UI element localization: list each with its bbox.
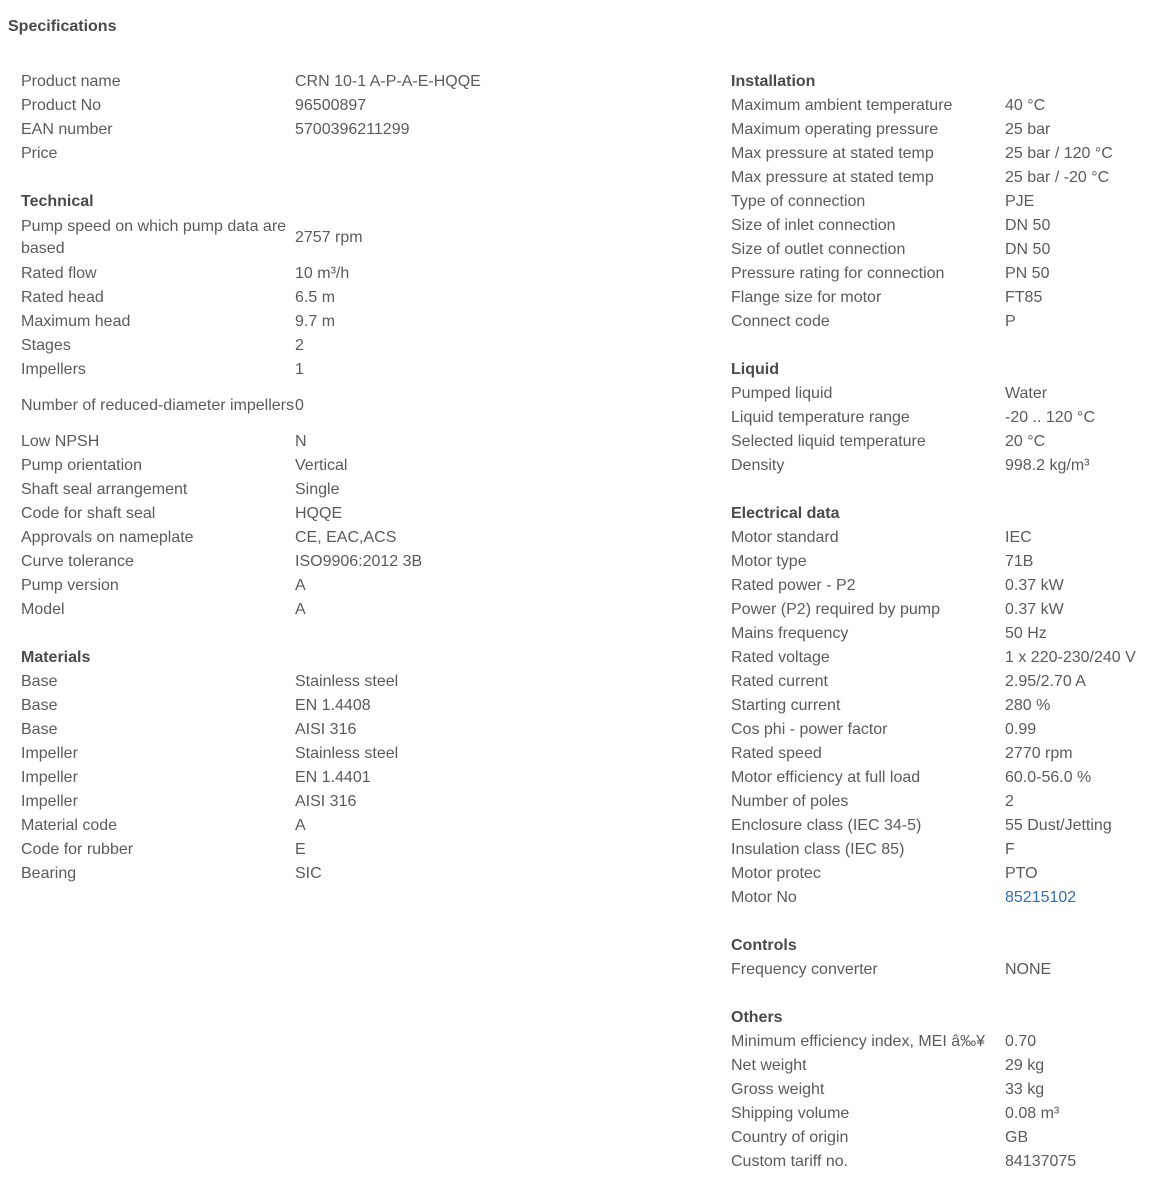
spec-value: Stainless steel xyxy=(295,745,399,762)
spec-label: Impeller xyxy=(21,745,78,762)
spec-label: Product No xyxy=(21,97,102,114)
spec-value: GB xyxy=(1005,1129,1029,1146)
spec-value: 71B xyxy=(1005,553,1034,570)
spec-label: Approvals on nameplate xyxy=(21,529,194,546)
spec-row xyxy=(731,742,1151,766)
spec-label: Material code xyxy=(21,817,118,834)
spec-label: Maximum operating pressure xyxy=(731,121,939,138)
left-column xyxy=(21,70,581,910)
spec-value: CRN 10-1 A-P-A-E-HQQE xyxy=(295,73,481,90)
spec-label: Starting current xyxy=(731,697,841,714)
spec-row xyxy=(731,214,1151,238)
spec-row xyxy=(21,790,581,814)
spec-label: Rated voltage xyxy=(731,649,830,666)
spec-label: Maximum head xyxy=(21,313,131,330)
spec-label: Net weight xyxy=(731,1057,807,1074)
spec-value: ISO9906:2012 3B xyxy=(295,553,423,570)
spec-label: Type of connection xyxy=(731,193,866,210)
spec-label: Insulation class (IEC 85) xyxy=(731,841,905,858)
spec-label: Max pressure at stated temp xyxy=(731,169,934,186)
spec-label: Price xyxy=(21,145,58,162)
spec-row xyxy=(731,1054,1151,1078)
spec-value: FT85 xyxy=(1005,289,1043,306)
spec-value: 2 xyxy=(1005,793,1014,810)
spec-value: A xyxy=(295,817,306,834)
spec-value: F xyxy=(1005,841,1015,858)
spec-row xyxy=(731,430,1151,454)
spec-value: N xyxy=(295,433,307,450)
spec-value: 60.0-56.0 % xyxy=(1005,769,1092,786)
spec-value: Stainless steel xyxy=(295,673,399,690)
spec-label: Pump speed on which pump data are based xyxy=(21,218,287,257)
spec-value: 998.2 kg/m³ xyxy=(1005,457,1090,474)
spec-label: Motor No xyxy=(731,889,797,906)
spec-label: Impeller xyxy=(21,769,78,786)
spec-value: 25 bar xyxy=(1005,121,1051,138)
spec-value: 0.99 xyxy=(1005,721,1037,738)
spec-label: Rated speed xyxy=(731,745,822,762)
spec-row xyxy=(731,622,1151,646)
spec-row xyxy=(731,814,1151,838)
spec-row xyxy=(731,310,1151,334)
spec-row xyxy=(21,718,581,742)
spec-row xyxy=(21,550,581,574)
spec-row xyxy=(21,502,581,526)
electrical-section xyxy=(731,502,1151,910)
spec-row xyxy=(731,766,1151,790)
spec-row xyxy=(731,262,1151,286)
section-title-materials: Materials xyxy=(21,649,91,666)
spec-row xyxy=(21,334,581,358)
spec-label: Pumped liquid xyxy=(731,385,833,402)
spec-value: 50 Hz xyxy=(1005,625,1047,642)
spec-value: AISI 316 xyxy=(295,721,357,738)
spec-row xyxy=(731,454,1151,478)
spec-label: Shipping volume xyxy=(731,1105,850,1122)
spec-row xyxy=(731,526,1151,550)
spec-value: Water xyxy=(1005,385,1048,402)
spec-value: DN 50 xyxy=(1005,217,1051,234)
spec-label: Impeller xyxy=(21,793,78,810)
spec-value: PTO xyxy=(1005,865,1038,882)
spec-row xyxy=(21,430,581,454)
spec-value: 1 xyxy=(295,361,304,378)
spec-row-price xyxy=(21,142,581,166)
spec-row xyxy=(731,382,1151,406)
spec-label: Mains frequency xyxy=(731,625,849,642)
spec-value: 2.95/2.70 A xyxy=(1005,673,1086,690)
spec-label: Impellers xyxy=(21,361,86,378)
spec-row xyxy=(21,454,581,478)
spec-row xyxy=(21,694,581,718)
spec-label: Model xyxy=(21,601,65,618)
spec-value: -20 .. 120 °C xyxy=(1005,409,1095,426)
spec-label: Number of reduced-diameter impellers xyxy=(21,397,294,414)
spec-value: 0.37 kW xyxy=(1005,577,1064,594)
spec-label: Code for shaft seal xyxy=(21,505,156,522)
spec-row xyxy=(731,1150,1151,1174)
spec-row xyxy=(731,142,1151,166)
spec-row xyxy=(731,694,1151,718)
spec-row xyxy=(731,646,1151,670)
spec-label: Gross weight xyxy=(731,1081,825,1098)
spec-value: IEC xyxy=(1005,529,1032,546)
spec-value: 0.08 m³ xyxy=(1005,1105,1060,1122)
spec-label: Base xyxy=(21,721,58,738)
spec-label: Power (P2) required by pump xyxy=(731,601,940,618)
installation-section xyxy=(731,70,1151,334)
spec-label: Pump orientation xyxy=(21,457,142,474)
spec-value: PJE xyxy=(1005,193,1035,210)
spec-value: DN 50 xyxy=(1005,241,1051,258)
spec-label: Custom tariff no. xyxy=(731,1153,849,1170)
right-column xyxy=(731,70,1151,1198)
controls-section xyxy=(731,934,1151,982)
section-title-installation: Installation xyxy=(731,73,816,90)
spec-label: Number of poles xyxy=(731,793,849,810)
spec-label: Flange size for motor xyxy=(731,289,882,306)
spec-label: Maximum ambient temperature xyxy=(731,97,953,114)
spec-row xyxy=(21,598,581,622)
spec-row-ean-number xyxy=(21,118,581,142)
spec-row xyxy=(731,118,1151,142)
spec-label: Product name xyxy=(21,73,121,90)
spec-row xyxy=(731,1030,1151,1054)
technical-section xyxy=(21,190,581,622)
spec-value: A xyxy=(295,601,306,618)
spec-row xyxy=(21,286,581,310)
spec-value: SIC xyxy=(295,865,322,882)
spec-value: EN 1.4408 xyxy=(295,697,371,714)
spec-label: Size of outlet connection xyxy=(731,241,906,258)
spec-value: E xyxy=(295,841,306,858)
spec-value: P xyxy=(1005,313,1016,330)
spec-label: Motor type xyxy=(731,553,807,570)
spec-label: Frequency converter xyxy=(731,961,878,978)
spec-value: 1 x 220-230/240 V xyxy=(1005,649,1136,666)
section-title-liquid: Liquid xyxy=(731,361,779,378)
spec-row xyxy=(21,862,581,886)
spec-label: Base xyxy=(21,673,58,690)
spec-value: AISI 316 xyxy=(295,793,357,810)
spec-value: 40 °C xyxy=(1005,97,1046,114)
spec-row xyxy=(731,238,1151,262)
spec-row xyxy=(21,574,581,598)
spec-row xyxy=(731,190,1151,214)
spec-label: Rated power - P2 xyxy=(731,577,856,594)
spec-row xyxy=(731,958,1151,982)
liquid-section xyxy=(731,358,1151,478)
spec-value: 2770 rpm xyxy=(1005,745,1073,762)
spec-row-product-no xyxy=(21,94,581,118)
spec-row xyxy=(21,214,581,262)
spec-label: Bearing xyxy=(21,865,77,882)
spec-row xyxy=(731,550,1151,574)
spec-value: 0.37 kW xyxy=(1005,601,1064,618)
spec-value: 20 °C xyxy=(1005,433,1046,450)
spec-row xyxy=(21,262,581,286)
spec-label: Cos phi - power factor xyxy=(731,721,888,738)
spec-row xyxy=(731,838,1151,862)
spec-value: EN 1.4401 xyxy=(295,769,371,786)
spec-row xyxy=(731,1126,1151,1150)
spec-label: Motor standard xyxy=(731,529,839,546)
section-title-others: Others xyxy=(731,1009,783,1026)
spec-row xyxy=(731,166,1151,190)
spec-value: Single xyxy=(295,481,340,498)
spec-label: Size of inlet connection xyxy=(731,217,896,234)
spec-row xyxy=(21,478,581,502)
spec-label: Motor efficiency at full load xyxy=(731,769,921,786)
spec-value: 6.5 m xyxy=(295,289,336,306)
spec-row xyxy=(21,838,581,862)
spec-value: A xyxy=(295,577,306,594)
spec-label: Max pressure at stated temp xyxy=(731,145,934,162)
spec-row xyxy=(21,526,581,550)
spec-value: 33 kg xyxy=(1005,1081,1045,1098)
spec-row xyxy=(731,1078,1151,1102)
section-title-technical: Technical xyxy=(21,193,94,210)
general-section xyxy=(21,70,581,166)
spec-label: Base xyxy=(21,697,58,714)
spec-row xyxy=(21,742,581,766)
spec-value: 2 xyxy=(295,337,304,354)
section-title-controls: Controls xyxy=(731,937,797,954)
spec-row xyxy=(21,310,581,334)
spec-label: Country of origin xyxy=(731,1129,849,1146)
spec-label: Rated current xyxy=(731,673,828,690)
spec-value: 0.70 xyxy=(1005,1033,1037,1050)
motor-no-link[interactable]: 85215102 xyxy=(1005,889,1077,906)
spec-value: 280 % xyxy=(1005,697,1051,714)
spec-row xyxy=(21,766,581,790)
spec-value: 10 m³/h xyxy=(295,265,350,282)
spec-value: 25 bar / 120 °C xyxy=(1005,145,1113,162)
spec-label: Minimum efficiency index, MEI â‰¥ xyxy=(731,1033,986,1050)
spec-row xyxy=(21,670,581,694)
section-title-electrical: Electrical data xyxy=(731,505,840,522)
spec-row xyxy=(731,670,1151,694)
spec-row xyxy=(21,358,581,382)
spec-row-product-name xyxy=(21,70,581,94)
others-section xyxy=(731,1006,1151,1174)
materials-section xyxy=(21,646,581,886)
spec-label: Pump version xyxy=(21,577,119,594)
spec-value: Vertical xyxy=(295,457,348,474)
spec-label: Connect code xyxy=(731,313,830,330)
spec-row xyxy=(21,382,581,430)
spec-value: NONE xyxy=(1005,961,1052,978)
spec-value: HQQE xyxy=(295,505,343,522)
spec-row xyxy=(731,598,1151,622)
spec-label: Enclosure class (IEC 34-5) xyxy=(731,817,922,834)
spec-label: Stages xyxy=(21,337,71,354)
spec-row xyxy=(731,574,1151,598)
spec-label: Rated head xyxy=(21,289,104,306)
spec-label: EAN number xyxy=(21,121,113,138)
spec-label: Rated flow xyxy=(21,265,97,282)
spec-row xyxy=(21,814,581,838)
spec-row xyxy=(731,286,1151,310)
page-title: Specifications xyxy=(8,18,117,35)
spec-value: 5700396211299 xyxy=(295,121,410,138)
spec-row xyxy=(731,862,1151,886)
spec-value: 25 bar / -20 °C xyxy=(1005,169,1110,186)
spec-label: Curve tolerance xyxy=(21,553,134,570)
spec-label: Code for rubber xyxy=(21,841,134,858)
spec-value: 55 Dust/Jetting xyxy=(1005,817,1112,834)
spec-row xyxy=(731,886,1151,910)
spec-row xyxy=(731,790,1151,814)
spec-value: 84137075 xyxy=(1005,1153,1077,1170)
spec-label: Pressure rating for connection xyxy=(731,265,945,282)
spec-label: Low NPSH xyxy=(21,433,100,450)
spec-label: Shaft seal arrangement xyxy=(21,481,188,498)
spec-value: 2757 rpm xyxy=(295,229,363,246)
spec-label: Selected liquid temperature xyxy=(731,433,926,450)
spec-value: PN 50 xyxy=(1005,265,1050,282)
spec-label: Motor protec xyxy=(731,865,821,882)
spec-row xyxy=(731,1102,1151,1126)
spec-value: 96500897 xyxy=(295,97,367,114)
spec-label: Liquid temperature range xyxy=(731,409,910,426)
spec-value: 0 xyxy=(295,397,304,414)
spec-row xyxy=(731,406,1151,430)
spec-row xyxy=(731,94,1151,118)
spec-value: 9.7 m xyxy=(295,313,336,330)
spec-row xyxy=(731,718,1151,742)
spec-label: Density xyxy=(731,457,785,474)
spec-value: CE, EAC,ACS xyxy=(295,529,397,546)
spec-value: 29 kg xyxy=(1005,1057,1045,1074)
